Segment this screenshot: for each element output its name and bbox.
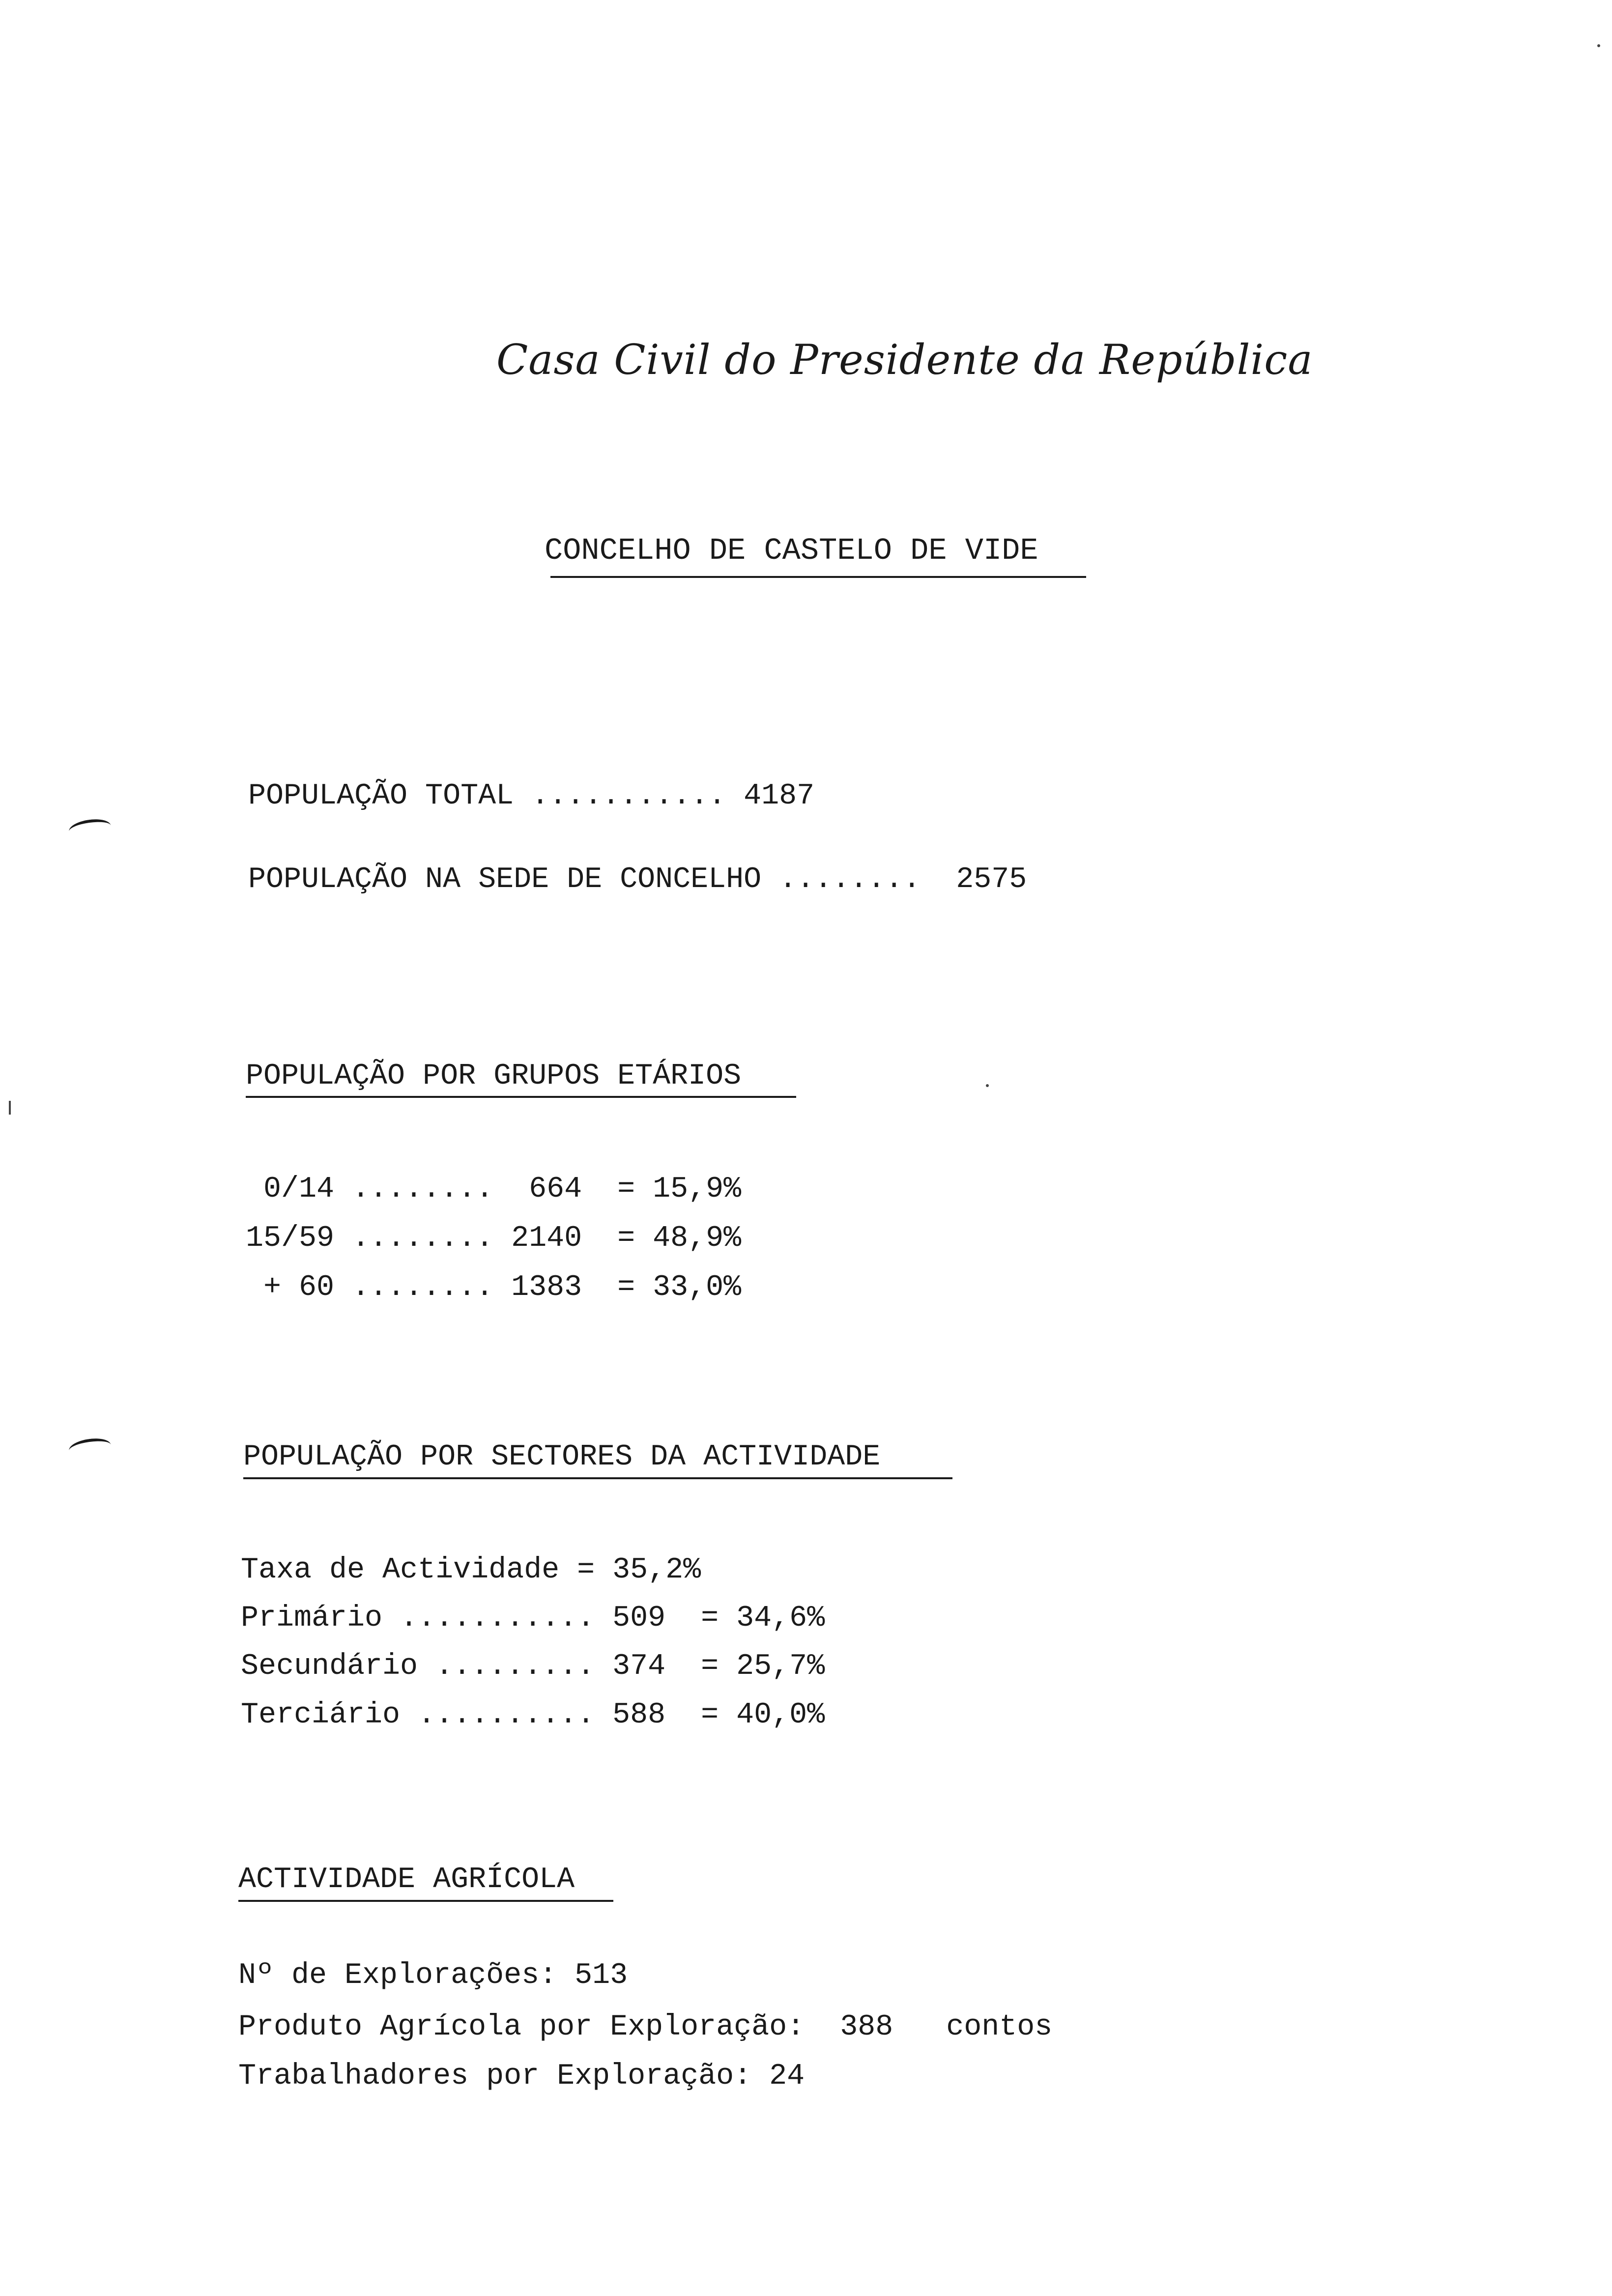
age-group-row: 15/59 ........ 2140 = 48,9% — [246, 1222, 742, 1255]
agriculture-heading: ACTIVIDADE AGRÍCOLA — [238, 1863, 575, 1896]
page-title: CONCELHO DE CASTELO DE VIDE — [545, 533, 1038, 568]
punch-hole-mark — [68, 1436, 112, 1460]
sectors-underline — [243, 1477, 952, 1479]
age-groups-heading: POPULAÇÃO POR GRUPOS ETÁRIOS — [246, 1060, 742, 1093]
agriculture-row: Trabalhadores por Exploração: 24 — [238, 2060, 805, 2093]
sector-row: Taxa de Actividade = 35,2% — [241, 1553, 701, 1587]
scan-mark — [9, 1101, 11, 1115]
sector-row: Primário ........... 509 = 34,6% — [241, 1602, 825, 1635]
title-underline — [550, 576, 1086, 578]
scan-speck — [986, 1084, 989, 1087]
agriculture-underline — [238, 1900, 613, 1902]
agriculture-row: Produto Agrícola por Exploração: 388 contos — [238, 2010, 1053, 2044]
letterhead: Casa Civil do Presidente da República — [496, 336, 1313, 384]
scan-speck — [1597, 44, 1600, 47]
age-group-row: 0/14 ........ 664 = 15,9% — [246, 1173, 742, 1206]
agriculture-row: Nº de Explorações: 513 — [238, 1959, 628, 1992]
population-total: POPULAÇÃO TOTAL ........... 4187 — [248, 779, 815, 813]
population-seat: POPULAÇÃO NA SEDE DE CONCELHO ........ 2575 — [248, 863, 1027, 896]
sector-row: Terciário .......... 588 = 40,0% — [241, 1698, 825, 1732]
sector-row: Secundário ......... 374 = 25,7% — [241, 1650, 825, 1683]
age-groups-underline — [246, 1096, 796, 1098]
age-group-row: + 60 ........ 1383 = 33,0% — [246, 1271, 742, 1304]
sectors-heading: POPULAÇÃO POR SECTORES DA ACTIVIDADE — [243, 1440, 881, 1474]
punch-hole-mark — [68, 817, 112, 840]
